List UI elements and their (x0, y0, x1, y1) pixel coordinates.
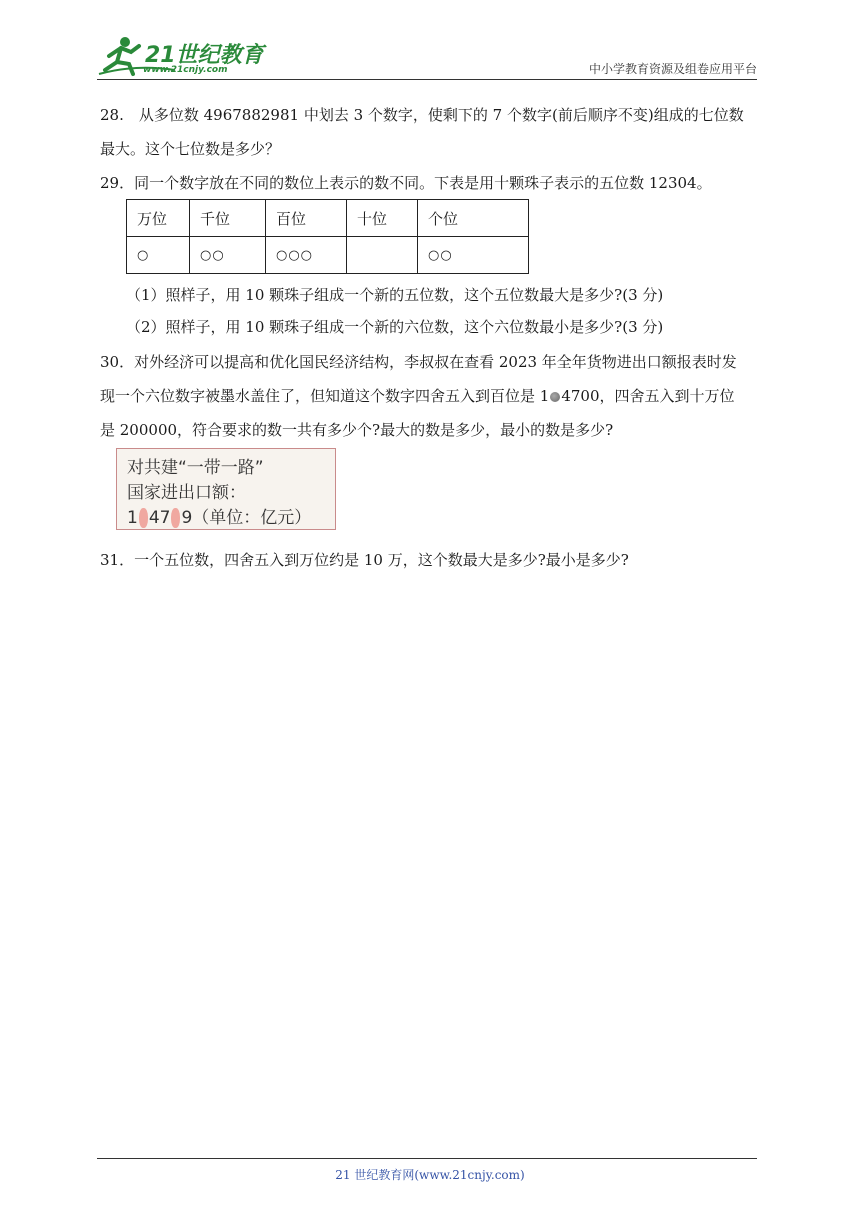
bead-cell: ○○ (190, 237, 266, 274)
site-logo (95, 34, 265, 80)
question-28-line-2: 最大。这个七位数是多少？ (100, 140, 281, 158)
footer-link[interactable]: 21 世纪教育网(www.21cnjy.com) (335, 1168, 525, 1182)
ink-stain-icon (171, 508, 180, 528)
logo-title: 21世纪教育 (145, 43, 264, 68)
table-header-cell: 千位 (190, 200, 266, 237)
photo-digit-end: 9（单位：亿元） (181, 508, 312, 528)
header-divider (97, 79, 757, 80)
question-28-line-1: 28. 从多位数 4967882981 中划去 3 个数字，使剩下的 7 个数字(前后顺序不变)组成的七位数 (100, 106, 744, 124)
header-tagline: 中小学教育资源及组卷应用平台 (588, 62, 757, 76)
photo-line-3 (127, 503, 311, 528)
trade-volume-photo (116, 448, 336, 530)
question-30-line-3: 是 200000，符合要求的数一共有多少个?最大的数是多少，最小的数是多少? (100, 421, 614, 439)
ink-stain-icon (139, 508, 148, 528)
question-30-line-1: 30．对外经济可以提高和优化国民经济结构，李叔叔在查看 2023 年全年货物进出口额报表时发 (100, 353, 737, 371)
table-header-cell: 个位 (418, 200, 529, 237)
bead-cell: ○○○ (266, 237, 347, 274)
photo-digit-start: 1 (127, 508, 138, 528)
question-28 (100, 98, 762, 166)
bead-cell: ○○ (418, 237, 529, 274)
footer-divider (97, 1158, 757, 1159)
ink-blot-icon (550, 392, 560, 402)
photo-line-2: 国家进出口额： (127, 483, 246, 503)
question-30-line-2 (100, 379, 762, 413)
question-29-part-1: （1）照样子，用 10 颗珠子组成一个新的五位数，这个五位数最大是多少?(3 分) (126, 286, 664, 304)
question-29-text: 29．同一个数字放在不同的数位上表示的数不同。下表是用十颗珠子表示的五位数 12304。 (100, 174, 712, 192)
photo-line-1: 对共建“一带一路” (127, 458, 264, 478)
table-header-cell: 万位 (127, 200, 190, 237)
bead-cell (347, 237, 418, 274)
table-header-cell: 十位 (347, 200, 418, 237)
photo-digit-middle: 47 (148, 508, 171, 528)
question-30 (100, 345, 762, 447)
bead-place-value-table (126, 199, 529, 274)
logo-url: www.21cnjy.com (143, 65, 228, 75)
question-29-part-2: （2）照样子，用 10 颗珠子组成一个新的六位数，这个六位数最小是多少?(3 分) (126, 318, 664, 336)
bead-cell: ○ (127, 237, 190, 274)
table-row (127, 237, 529, 274)
question-30-line-2-end: 4700，四舍五入到十万位 (561, 387, 735, 405)
question-30-line-2-start: 现一个六位数字被墨水盖住了，但知道这个数字四舍五入到百位是 1 (100, 387, 550, 405)
question-31: 31．一个五位数，四舍五入到万位约是 10 万，这个数最大是多少?最小是多少? (100, 551, 629, 569)
table-row (127, 200, 529, 237)
table-header-cell: 百位 (266, 200, 347, 237)
